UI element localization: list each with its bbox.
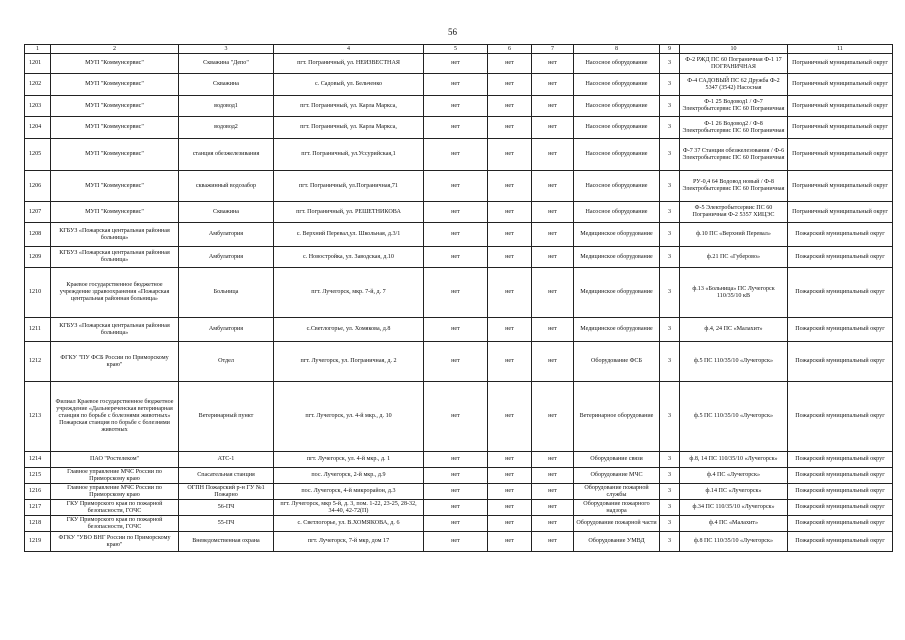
- address-cell: с. Садовый, ул. Бельченко: [274, 74, 424, 96]
- equipment-cell: Насосное оборудование: [574, 74, 660, 96]
- feeder-cell: Ф-1 25 Водовод1 / Ф-7 Электробытсервис ПС 60 Пограничная: [680, 96, 788, 117]
- equipment-cell: Оборудование пожарной части: [574, 516, 660, 532]
- col6-cell: нет: [488, 452, 532, 468]
- object-cell: Скважина "Депо": [179, 54, 274, 74]
- district-cell: Пожарский муниципальный округ: [788, 268, 893, 318]
- table-row: [25, 318, 893, 342]
- equipment-cell: Ветеринарное оборудование: [574, 382, 660, 452]
- feeder-cell: ф.13 «Больница» ПС Лучегорск 110/35/10 кВ: [680, 268, 788, 318]
- row-number: 1205: [25, 139, 51, 171]
- object-cell: Амбулатория: [179, 247, 274, 268]
- address-cell: пгт. Пограничный, ул. НЕИЗВЕСТНАЯ: [274, 54, 424, 74]
- equipment-cell: Насосное оборудование: [574, 96, 660, 117]
- feeder-cell: ф.10 ПС «Верхний Перевал»: [680, 223, 788, 247]
- organization-cell: ГКУ Приморского края по пожарной безопасности, ГОЧС: [51, 500, 179, 516]
- col6-cell: нет: [488, 318, 532, 342]
- feeder-cell: ф.14 ПС «Лучегорск»: [680, 484, 788, 500]
- col5-cell: нет: [424, 247, 488, 268]
- feeder-cell: ф.34 ПС 110/35/10 «Лучегорск»: [680, 500, 788, 516]
- category-cell: 3: [660, 516, 680, 532]
- table-row: [25, 484, 893, 500]
- header-cell: 9: [660, 45, 680, 54]
- category-cell: 3: [660, 452, 680, 468]
- object-cell: станция обезжелезивания: [179, 139, 274, 171]
- organization-cell: КГБУЗ «Пожарская центральная районная больница»: [51, 223, 179, 247]
- object-cell: Спасательная станция: [179, 468, 274, 484]
- col6-cell: нет: [488, 382, 532, 452]
- district-cell: Пограничный муниципальный округ: [788, 96, 893, 117]
- col7-cell: нет: [532, 171, 574, 202]
- header-cell: 6: [488, 45, 532, 54]
- header-cell: 3: [179, 45, 274, 54]
- object-cell: Вневедомственная охрана: [179, 532, 274, 552]
- district-cell: Пожарский муниципальный округ: [788, 342, 893, 382]
- organization-cell: Филиал Краевое государственное бюджетное учреждение «Дальнереченская ветеринарная станция по борьбе с болезнями животных» Пожарская станция по борьбе с болезнями животных: [51, 382, 179, 452]
- address-cell: пгт. Пограничный, ул.Пограничная,71: [274, 171, 424, 202]
- col7-cell: нет: [532, 117, 574, 139]
- organization-cell: ПАО "Ростелеком": [51, 452, 179, 468]
- page-number: 56: [448, 27, 457, 37]
- feeder-cell: ф.5 ПС 110/35/10 «Лучегорск»: [680, 382, 788, 452]
- district-cell: Пограничный муниципальный округ: [788, 202, 893, 223]
- category-cell: 3: [660, 342, 680, 382]
- table-row: [25, 468, 893, 484]
- equipment-cell: Медицинское оборудование: [574, 223, 660, 247]
- district-cell: Пожарский муниципальный округ: [788, 532, 893, 552]
- col6-cell: нет: [488, 532, 532, 552]
- row-number: 1213: [25, 382, 51, 452]
- col7-cell: нет: [532, 74, 574, 96]
- district-cell: Пожарский муниципальный округ: [788, 500, 893, 516]
- address-cell: пгт. Пограничный, ул. РЕШЕТНИКОВА: [274, 202, 424, 223]
- organization-cell: ГКУ Приморского края по пожарной безопасности, ГОЧС: [51, 516, 179, 532]
- district-cell: Пожарский муниципальный округ: [788, 484, 893, 500]
- equipment-cell: Оборудование пожарной службы: [574, 484, 660, 500]
- col5-cell: нет: [424, 171, 488, 202]
- object-cell: Ветеринарный пункт: [179, 382, 274, 452]
- table-row: [25, 96, 893, 117]
- feeder-cell: ф.21 ПС «Губерово»: [680, 247, 788, 268]
- object-cell: АТС-1: [179, 452, 274, 468]
- object-cell: водовод1: [179, 96, 274, 117]
- header-cell: 2: [51, 45, 179, 54]
- district-cell: Пожарский муниципальный округ: [788, 452, 893, 468]
- address-cell: пгт. Лучегорск, ул. 4-й мкр., д. 1: [274, 452, 424, 468]
- organization-cell: МУП "Коммунсервис": [51, 139, 179, 171]
- table-row: [25, 74, 893, 96]
- district-cell: Пограничный муниципальный округ: [788, 117, 893, 139]
- row-number: 1218: [25, 516, 51, 532]
- category-cell: 3: [660, 96, 680, 117]
- object-cell: Скважина: [179, 202, 274, 223]
- col7-cell: нет: [532, 202, 574, 223]
- col5-cell: нет: [424, 500, 488, 516]
- col7-cell: нет: [532, 54, 574, 74]
- feeder-cell: Ф-2 РЖД ПС 60 Пограничная Ф-1 17 ПОГРАНИЧНАЯ: [680, 54, 788, 74]
- organization-cell: МУП "Коммунсервис": [51, 171, 179, 202]
- col5-cell: нет: [424, 223, 488, 247]
- address-cell: пгт. Пограничный, ул.Уссурийская,1: [274, 139, 424, 171]
- equipment-cell: Оборудование пожарного надзора: [574, 500, 660, 516]
- feeder-cell: Ф-7 37 Станция обезжелезования / Ф-6 Электробытсервис ПС 60 Пограничная: [680, 139, 788, 171]
- equipment-cell: Оборудование ФСБ: [574, 342, 660, 382]
- object-cell: ОГПН Пожарский р-н ГУ №1 Пожарно: [179, 484, 274, 500]
- object-cell: 55-ПЧ: [179, 516, 274, 532]
- table-row: [25, 247, 893, 268]
- address-cell: с. Новостройка, ул. Заводская, д.10: [274, 247, 424, 268]
- feeder-cell: Ф-1 26 Водовод2 / Ф-8 Электробытсервис ПС 60 Пограничная: [680, 117, 788, 139]
- organization-cell: МУП "Коммунсервис": [51, 202, 179, 223]
- organization-cell: МУП "Коммунсервис": [51, 54, 179, 74]
- col7-cell: нет: [532, 268, 574, 318]
- col6-cell: нет: [488, 117, 532, 139]
- table-row: [25, 452, 893, 468]
- address-cell: пос. Лучегорск, 2-й мкр., д.9: [274, 468, 424, 484]
- col6-cell: нет: [488, 516, 532, 532]
- col7-cell: нет: [532, 468, 574, 484]
- equipment-cell: Медицинское оборудование: [574, 318, 660, 342]
- col6-cell: нет: [488, 247, 532, 268]
- category-cell: 3: [660, 268, 680, 318]
- table-row: [25, 117, 893, 139]
- row-number: 1201: [25, 54, 51, 74]
- district-cell: Пограничный муниципальный округ: [788, 54, 893, 74]
- district-cell: Пожарский муниципальный округ: [788, 468, 893, 484]
- col7-cell: нет: [532, 318, 574, 342]
- category-cell: 3: [660, 532, 680, 552]
- row-number: 1202: [25, 74, 51, 96]
- table-row: [25, 202, 893, 223]
- table-row: [25, 516, 893, 532]
- address-cell: пгт. Лучегорск, мкр. 7-й, д. 7: [274, 268, 424, 318]
- feeder-cell: ф.8 ПС 110/35/10 «Лучегорск»: [680, 532, 788, 552]
- col5-cell: нет: [424, 268, 488, 318]
- address-cell: пгт. Пограничный, ул. Карла Маркса,: [274, 96, 424, 117]
- address-cell: с.Светлогорье, ул. Хомякова, д.8: [274, 318, 424, 342]
- equipment-cell: Насосное оборудование: [574, 202, 660, 223]
- row-number: 1209: [25, 247, 51, 268]
- row-number: 1214: [25, 452, 51, 468]
- category-cell: 3: [660, 54, 680, 74]
- equipment-cell: Оборудование МЧС: [574, 468, 660, 484]
- district-cell: Пожарский муниципальный округ: [788, 318, 893, 342]
- district-cell: Пограничный муниципальный округ: [788, 139, 893, 171]
- col6-cell: нет: [488, 468, 532, 484]
- category-cell: 3: [660, 117, 680, 139]
- col7-cell: нет: [532, 452, 574, 468]
- equipment-cell: Медицинское оборудование: [574, 247, 660, 268]
- feeder-cell: Ф-5 Электробытсервис ПС 60 Пограничная Ф-2 5357 ХИЦЭС: [680, 202, 788, 223]
- category-cell: 3: [660, 382, 680, 452]
- col7-cell: нет: [532, 223, 574, 247]
- header-row: [25, 45, 893, 54]
- col5-cell: нет: [424, 74, 488, 96]
- equipment-cell: Насосное оборудование: [574, 139, 660, 171]
- district-cell: Пожарский муниципальный округ: [788, 223, 893, 247]
- row-number: 1206: [25, 171, 51, 202]
- col5-cell: нет: [424, 318, 488, 342]
- col6-cell: нет: [488, 139, 532, 171]
- category-cell: 3: [660, 74, 680, 96]
- col6-cell: нет: [488, 268, 532, 318]
- table-row: [25, 223, 893, 247]
- organization-cell: ФГКУ "УВО ВНГ России по Приморскому краю": [51, 532, 179, 552]
- col5-cell: нет: [424, 484, 488, 500]
- col7-cell: нет: [532, 532, 574, 552]
- row-number: 1216: [25, 484, 51, 500]
- table-row: [25, 342, 893, 382]
- col5-cell: нет: [424, 139, 488, 171]
- col6-cell: нет: [488, 223, 532, 247]
- col6-cell: нет: [488, 202, 532, 223]
- equipment-cell: Насосное оборудование: [574, 117, 660, 139]
- row-number: 1215: [25, 468, 51, 484]
- object-cell: Амбулатория: [179, 223, 274, 247]
- category-cell: 3: [660, 202, 680, 223]
- col5-cell: нет: [424, 452, 488, 468]
- col7-cell: нет: [532, 484, 574, 500]
- row-number: 1211: [25, 318, 51, 342]
- col6-cell: нет: [488, 342, 532, 382]
- table-row: [25, 268, 893, 318]
- row-number: 1208: [25, 223, 51, 247]
- col7-cell: нет: [532, 342, 574, 382]
- address-cell: с. Верхний Перевал,ул. Школьная, д.3/1: [274, 223, 424, 247]
- col7-cell: нет: [532, 139, 574, 171]
- equipment-cell: Медицинское оборудование: [574, 268, 660, 318]
- organization-cell: Главное управление МЧС России по Приморскому краю: [51, 468, 179, 484]
- object-cell: Отдел: [179, 342, 274, 382]
- district-cell: Пограничный муниципальный округ: [788, 74, 893, 96]
- district-cell: Пожарский муниципальный округ: [788, 516, 893, 532]
- table-row: [25, 500, 893, 516]
- address-cell: пос. Лучегорск, 4-й микрорайон, д.3: [274, 484, 424, 500]
- object-cell: Амбулатория: [179, 318, 274, 342]
- equipment-cell: Оборудование связи: [574, 452, 660, 468]
- address-cell: пгт. Пограничный, ул. Карла Маркса,: [274, 117, 424, 139]
- feeder-cell: ф.8, 14 ПС 110/35/10 «Лучегорск»: [680, 452, 788, 468]
- category-cell: 3: [660, 139, 680, 171]
- address-cell: пгт. Лучегорск, мкр 5-й, д. 3, пом. 1-22, 23-25, 28-32, 34-40, 42-72(П): [274, 500, 424, 516]
- col6-cell: нет: [488, 54, 532, 74]
- organization-cell: МУП "Коммунсервис": [51, 96, 179, 117]
- col7-cell: нет: [532, 96, 574, 117]
- category-cell: 3: [660, 500, 680, 516]
- table-row: [25, 54, 893, 74]
- row-number: 1210: [25, 268, 51, 318]
- address-cell: пгт. Лучегорск, 7-й мкр, дом 17: [274, 532, 424, 552]
- col7-cell: нет: [532, 516, 574, 532]
- table-row: [25, 382, 893, 452]
- header-cell: 10: [680, 45, 788, 54]
- equipment-cell: Насосное оборудование: [574, 171, 660, 202]
- col5-cell: нет: [424, 202, 488, 223]
- object-cell: Больница: [179, 268, 274, 318]
- table-row: [25, 139, 893, 171]
- equipment-cell: Насосное оборудование: [574, 54, 660, 74]
- address-cell: пгт. Лучегорск, ул. Пограничная, д. 2: [274, 342, 424, 382]
- category-cell: 3: [660, 171, 680, 202]
- category-cell: 3: [660, 223, 680, 247]
- col5-cell: нет: [424, 117, 488, 139]
- col6-cell: нет: [488, 96, 532, 117]
- data-table: [24, 44, 893, 552]
- table-row: [25, 532, 893, 552]
- col6-cell: нет: [488, 74, 532, 96]
- col5-cell: нет: [424, 532, 488, 552]
- category-cell: 3: [660, 484, 680, 500]
- organization-cell: ФГКУ "ПУ ФСБ России по Приморскому краю": [51, 342, 179, 382]
- district-cell: Пограничный муниципальный округ: [788, 171, 893, 202]
- organization-cell: КГБУЗ «Пожарская центральная районная больница»: [51, 247, 179, 268]
- row-number: 1212: [25, 342, 51, 382]
- col5-cell: нет: [424, 382, 488, 452]
- col7-cell: нет: [532, 247, 574, 268]
- object-cell: Скважина: [179, 74, 274, 96]
- header-cell: 11: [788, 45, 893, 54]
- col6-cell: нет: [488, 500, 532, 516]
- organization-cell: Краевое государственное бюджетное учреждение здравоохранения «Пожарская центральная районная больница»: [51, 268, 179, 318]
- row-number: 1204: [25, 117, 51, 139]
- feeder-cell: ф.4, 24 ПС «Малахит»: [680, 318, 788, 342]
- col5-cell: нет: [424, 516, 488, 532]
- feeder-cell: ф.4 ПС «Лучегорск»: [680, 468, 788, 484]
- col6-cell: нет: [488, 484, 532, 500]
- row-number: 1207: [25, 202, 51, 223]
- district-cell: Пожарский муниципальный округ: [788, 382, 893, 452]
- organization-cell: КГБУЗ «Пожарская центральная районная больница»: [51, 318, 179, 342]
- col7-cell: нет: [532, 500, 574, 516]
- district-cell: Пожарский муниципальный округ: [788, 247, 893, 268]
- feeder-cell: Ф-4 САДОВЫЙ ПС 62 Дружба Ф-2 5347 (3542) Насосная: [680, 74, 788, 96]
- object-cell: 56-ПЧ: [179, 500, 274, 516]
- header-cell: 1: [25, 45, 51, 54]
- equipment-cell: Оборудование УМВД: [574, 532, 660, 552]
- address-cell: с. Светлогорье, ул. В.ХОМЯКОВА, д. 6: [274, 516, 424, 532]
- object-cell: водовод2: [179, 117, 274, 139]
- organization-cell: МУП "Коммунсервис": [51, 117, 179, 139]
- col5-cell: нет: [424, 96, 488, 117]
- feeder-cell: ф.5 ПС 110/35/10 «Лучегорск»: [680, 342, 788, 382]
- col7-cell: нет: [532, 382, 574, 452]
- object-cell: скважинный водозабор: [179, 171, 274, 202]
- header-cell: 4: [274, 45, 424, 54]
- col5-cell: нет: [424, 468, 488, 484]
- header-cell: 5: [424, 45, 488, 54]
- category-cell: 3: [660, 468, 680, 484]
- organization-cell: МУП "Коммунсервис": [51, 74, 179, 96]
- feeder-cell: ф.4 ПС «Малахит»: [680, 516, 788, 532]
- header-cell: 8: [574, 45, 660, 54]
- address-cell: пгт. Лучегорск, ул. 4-й мкр., д. 10: [274, 382, 424, 452]
- feeder-cell: РУ-0,4 64 Водовод новый / Ф-8 Электробытсервис ПС 60 Пограничная: [680, 171, 788, 202]
- category-cell: 3: [660, 318, 680, 342]
- row-number: 1219: [25, 532, 51, 552]
- row-number: 1203: [25, 96, 51, 117]
- col5-cell: нет: [424, 342, 488, 382]
- col6-cell: нет: [488, 171, 532, 202]
- header-cell: 7: [532, 45, 574, 54]
- organization-cell: Главное управление МЧС России по Приморскому краю: [51, 484, 179, 500]
- row-number: 1217: [25, 500, 51, 516]
- category-cell: 3: [660, 247, 680, 268]
- col5-cell: нет: [424, 54, 488, 74]
- table-row: [25, 171, 893, 202]
